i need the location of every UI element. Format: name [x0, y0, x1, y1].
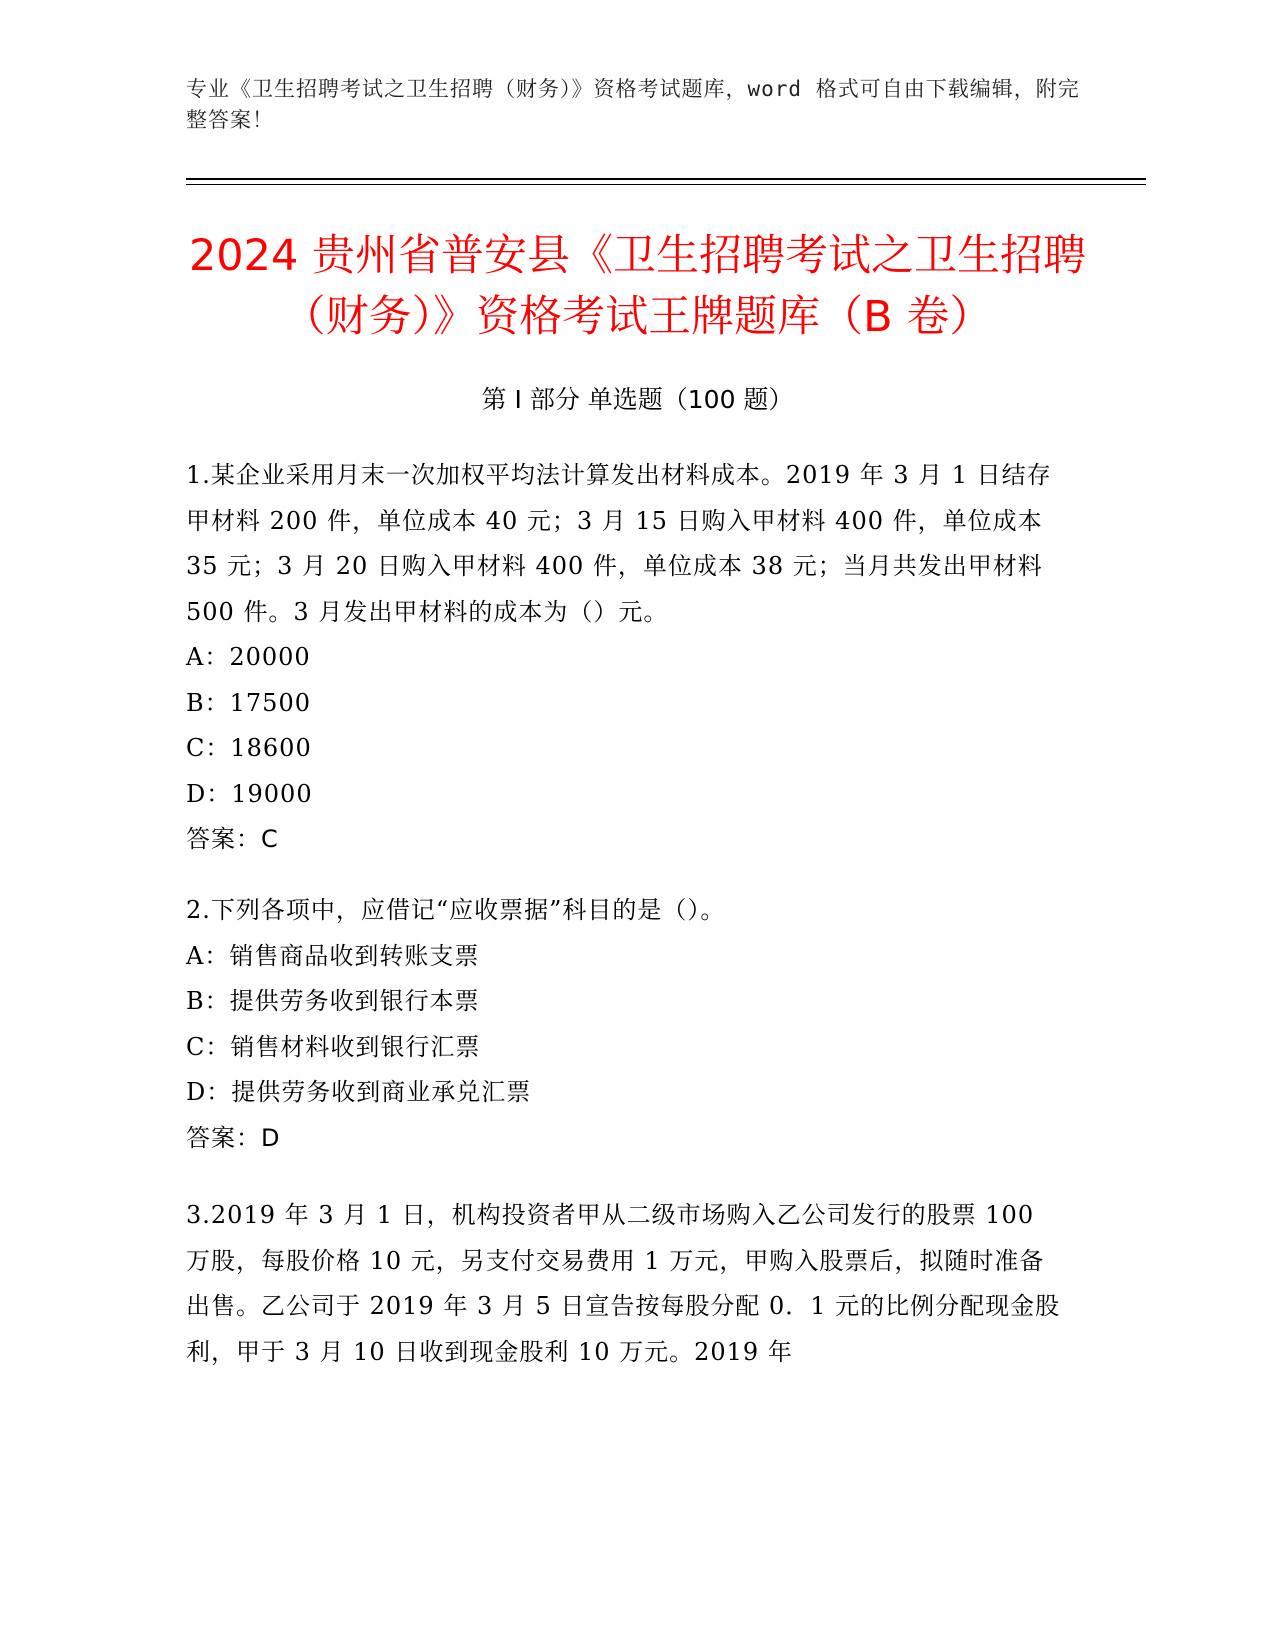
header-divider-thin	[186, 184, 1146, 185]
header-note: 专业《卫生招聘考试之卫生招聘（财务）》资格考试题库，word 格式可自由下载编辑，附完整答案！	[186, 77, 1080, 132]
question-3	[186, 1193, 1066, 1375]
option-a: A：20000	[186, 643, 311, 671]
question-text: 3.2019 年 3 月 1 日，机构投资者甲从二级市场购入乙公司发行的股票 100 万股，每股价格 10 元，另支付交易费用 1 万元，甲购入股票后，拟随时准备出售。乙公司于 2019 年 3 月 5 日宣告按每股分配 0．1 元的比例分配现金股利，甲于 3 月 10 日收到现金股利 10 万元。2019 年	[186, 1201, 1061, 1366]
option-b: B：提供劳务收到银行本票	[186, 987, 480, 1015]
option-c: C：销售材料收到银行汇票	[186, 1032, 481, 1061]
question-text: 1.某企业采用月末一次加权平均法计算发出材料成本。2019 年 3 月 1 日结存甲材料 200 件，单位成本 40 元；3 月 15 日购入甲材料 400 件，单位成本 35 元；3 月 20 日购入甲材料 400 件，单位成本 38 元；当月共发出甲材料 500 件。3 月发出甲材料的成本为（）元。	[186, 461, 1052, 626]
option-d: D：提供劳务收到商业承兑汇票	[186, 1078, 532, 1106]
option-c: C：18600	[186, 734, 312, 762]
option-a: A：销售商品收到转账支票	[186, 941, 480, 970]
section-title: 第 I 部分 单选题（100 题）	[481, 385, 794, 414]
option-b: B：17500	[186, 688, 311, 717]
question-2	[186, 888, 1066, 1161]
document-title: 2024 贵州省普安县《卫生招聘考试之卫生招聘（财务）》资格考试王牌题库（B 卷）	[188, 231, 1087, 342]
question-text: 2.下列各项中，应借记“应收票据”科目的是（）。	[186, 896, 726, 924]
option-d: D：19000	[186, 779, 313, 808]
question-1	[186, 453, 1066, 863]
answer: 答案：D	[186, 1123, 281, 1152]
answer: 答案：C	[186, 825, 279, 853]
header-divider-thick	[186, 178, 1146, 180]
